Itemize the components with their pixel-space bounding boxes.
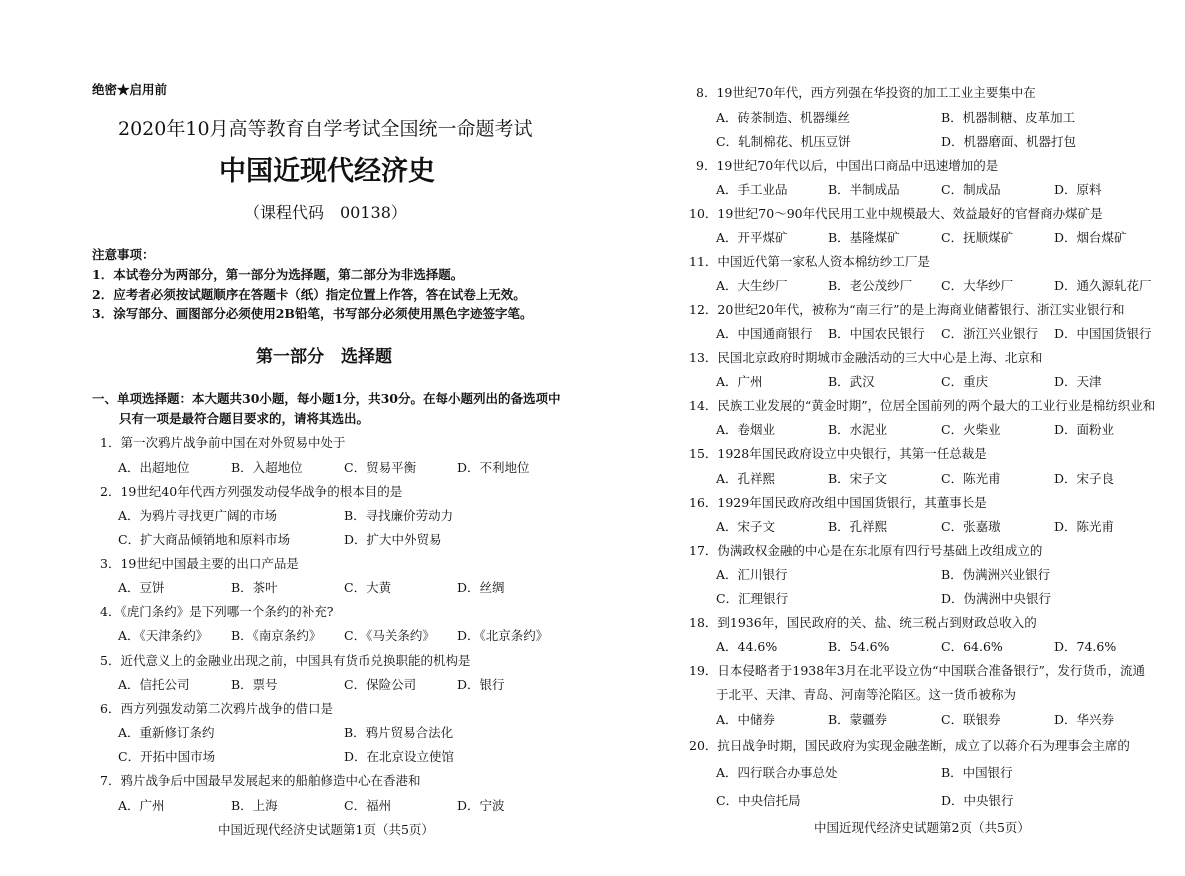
question-stem: 19．日本侵略者于1938年3月在北平设立伪“中国联合准备银行”，发行货币，流通 <box>689 663 1145 678</box>
option: C．大华纱厂 <box>941 278 1014 293</box>
section1-heading: 一、单项选择题：本大题共30小题，每小题1分，共30分。在每小题列出的备选项中 <box>92 391 561 406</box>
option: B．老公茂纱厂 <box>828 278 913 293</box>
option: D．烟台煤矿 <box>1054 230 1127 245</box>
option: D．机器磨面、机器打包 <box>941 134 1077 149</box>
option: D．在北京设立使馆 <box>344 749 455 764</box>
option: D．天津 <box>1054 374 1102 389</box>
option: B．《南京条约》 <box>231 628 322 643</box>
exam-page-2 <box>592 0 1185 876</box>
note-item: 3．涂写部分、画图部分必须使用2B铅笔，书写部分必须使用黑色字迹签字笔。 <box>92 306 533 321</box>
option: A．砖茶制造、机器缫丝 <box>716 110 851 125</box>
option: A．《天津条约》 <box>118 628 209 643</box>
option: C．贸易平衡 <box>344 460 417 475</box>
option: C．抚顺煤矿 <box>941 230 1014 245</box>
option: C．大黄 <box>344 580 392 595</box>
option: B．水泥业 <box>828 422 888 437</box>
notes-title: 注意事项： <box>92 247 155 262</box>
subject-title: 中国近现代经济史 <box>219 156 435 187</box>
option: A．孔祥熙 <box>716 471 776 486</box>
option: D．扩大中外贸易 <box>344 532 442 547</box>
secret-label: 绝密★启用前 <box>92 82 168 97</box>
question-stem: 7．鸦片战争后中国最早发展起来的船舶修造中心在香港和 <box>100 773 421 788</box>
question-stem: 20．抗日战争时期，国民政府为实现金融垄断，成立了以蒋介石为理事会主席的 <box>689 738 1130 753</box>
option: D．原料 <box>1054 182 1102 197</box>
option: B．基隆煤矿 <box>828 230 900 245</box>
option: A．大生纱厂 <box>716 278 788 293</box>
option: C．火柴业 <box>941 422 1001 437</box>
question-stem-cont: 于北平、天津、青岛、河南等沦陷区。这一货币被称为 <box>716 687 1017 702</box>
option: D．《北京条约》 <box>457 628 549 643</box>
option: B．54.6% <box>828 639 890 654</box>
option: B．中国银行 <box>941 765 1013 780</box>
note-item: 2．应考者必须按试题顺序在答题卡（纸）指定位置上作答，答在试卷上无效。 <box>92 287 526 302</box>
question-stem: 3．19世纪中国最主要的出口产品是 <box>100 556 299 571</box>
option: C．《马关条约》 <box>344 628 435 643</box>
option: A．豆饼 <box>118 580 165 595</box>
question-stem: 9．19世纪70年代以后，中国出口商品中迅速增加的是 <box>696 158 999 173</box>
option: D．华兴券 <box>1054 712 1115 727</box>
option: A．中储券 <box>716 712 776 727</box>
option: D．通久源轧花厂 <box>1054 278 1152 293</box>
page-footer: 中国近现代经济史试题第1页（共5页） <box>218 822 434 837</box>
course-code: （课程代码 00138） <box>244 203 407 222</box>
option: B．孔祥熙 <box>828 519 888 534</box>
option: D．74.6% <box>1054 639 1117 654</box>
question-stem: 11．中国近代第一家私人资本棉纺纱工厂是 <box>689 254 930 269</box>
option: C．浙江兴业银行 <box>941 326 1039 341</box>
option: A．44.6% <box>716 639 778 654</box>
option: B．上海 <box>231 798 278 813</box>
option: D．宋子良 <box>1054 471 1115 486</box>
question-stem: 17．伪满政权金融的中心是在东北原有四行号基础上改组成立的 <box>689 543 1043 558</box>
option: D．陈光甫 <box>1054 519 1115 534</box>
option: D．银行 <box>457 677 505 692</box>
exam-page-1 <box>0 0 592 876</box>
option: A．广州 <box>716 374 763 389</box>
option: B．武汉 <box>828 374 875 389</box>
option: D．中央银行 <box>941 793 1014 808</box>
question-stem: 5．近代意义上的金融业出现之前，中国具有货币兑换职能的机构是 <box>100 653 471 668</box>
option: B．机器制糖、皮革加工 <box>941 110 1076 125</box>
option: D．面粉业 <box>1054 422 1115 437</box>
option: C．扩大商品倾销地和原料市场 <box>118 532 291 547</box>
question-stem: 16．1929年国民政府改组中国国货银行，其董事长是 <box>689 495 987 510</box>
option: C．重庆 <box>941 374 989 389</box>
option: B．蒙疆券 <box>828 712 888 727</box>
part1-title: 第一部分 选择题 <box>256 347 392 367</box>
option: D．伪满洲中央银行 <box>941 591 1052 606</box>
question-stem: 13．民国北京政府时期城市金融活动的三大中心是上海、北京和 <box>689 350 1043 365</box>
option: C．陈光甫 <box>941 471 1001 486</box>
option: A．信托公司 <box>118 677 190 692</box>
option: B．鸦片贸易合法化 <box>344 725 454 740</box>
option: C．64.6% <box>941 639 1003 654</box>
option: A．汇川银行 <box>716 567 788 582</box>
option: C．张嘉璈 <box>941 519 1001 534</box>
option: B．半制成品 <box>828 182 900 197</box>
question-stem: 15．1928年国民政府设立中央银行，其第一任总裁是 <box>689 446 987 461</box>
option: D．不利地位 <box>457 460 530 475</box>
option: C．保险公司 <box>344 677 417 692</box>
question-stem: 12．20世纪20年代，被称为“南三行”的是上海商业储蓄银行、浙江实业银行和 <box>689 302 1125 317</box>
option: B．中国农民银行 <box>828 326 925 341</box>
option: A．卷烟业 <box>716 422 776 437</box>
question-stem: 18．到1936年，国民政府的关、盐、统三税占到财政总收入的 <box>689 615 1037 630</box>
section1-heading-cont: 只有一项是最符合题目要求的，请将其选出。 <box>119 411 370 426</box>
option: D．中国国货银行 <box>1054 326 1152 341</box>
note-item: 1．本试卷分为两部分，第一部分为选择题，第二部分为非选择题。 <box>92 267 464 282</box>
option: C．联银券 <box>941 712 1001 727</box>
option: A．宋子文 <box>716 519 776 534</box>
option: C．轧制棉花、机压豆饼 <box>716 134 851 149</box>
question-stem: 6．西方列强发动第二次鸦片战争的借口是 <box>100 701 333 716</box>
option: A．中国通商银行 <box>716 326 813 341</box>
page-footer: 中国近现代经济史试题第2页（共5页） <box>814 820 1030 835</box>
question-stem: 2．19世纪40年代西方列强发动侵华战争的根本目的是 <box>100 484 403 499</box>
option: B．宋子文 <box>828 471 888 486</box>
option: D．丝绸 <box>457 580 505 595</box>
question-stem: 8．19世纪70年代，西方列强在华投资的加工工业主要集中在 <box>696 85 1036 100</box>
option: B．票号 <box>231 677 278 692</box>
question-stem: 1．第一次鸦片战争前中国在对外贸易中处于 <box>100 435 346 450</box>
option: B．寻找廉价劳动力 <box>344 508 454 523</box>
option: B．伪满洲兴业银行 <box>941 567 1051 582</box>
option: C．中央信托局 <box>716 793 801 808</box>
option: C．开拓中国市场 <box>118 749 216 764</box>
question-stem: 14．民族工业发展的“黄金时期”，位居全国前列的两个最大的工业行业是棉纺织业和 <box>689 398 1156 413</box>
question-stem: 4．《虎门条约》是下列哪一个条约的补充? <box>100 604 334 619</box>
option: A．出超地位 <box>118 460 190 475</box>
option: A．开平煤矿 <box>716 230 788 245</box>
option: A．为鸦片寻找更广阔的市场 <box>118 508 278 523</box>
option: C．汇理银行 <box>716 591 789 606</box>
exam-title: 2020年10月高等教育自学考试全国统一命题考试 <box>118 118 533 140</box>
option: C．福州 <box>344 798 392 813</box>
option: B．茶叶 <box>231 580 278 595</box>
option: A．手工业品 <box>716 182 788 197</box>
option: C．制成品 <box>941 182 1001 197</box>
option: A．广州 <box>118 798 165 813</box>
option: B．入超地位 <box>231 460 303 475</box>
option: D．宁波 <box>457 798 505 813</box>
option: A．四行联合办事总处 <box>716 765 838 780</box>
question-stem: 10．19世纪70～90年代民用工业中规模最大、效益最好的官督商办煤矿是 <box>689 206 1103 221</box>
option: A．重新修订条约 <box>118 725 215 740</box>
